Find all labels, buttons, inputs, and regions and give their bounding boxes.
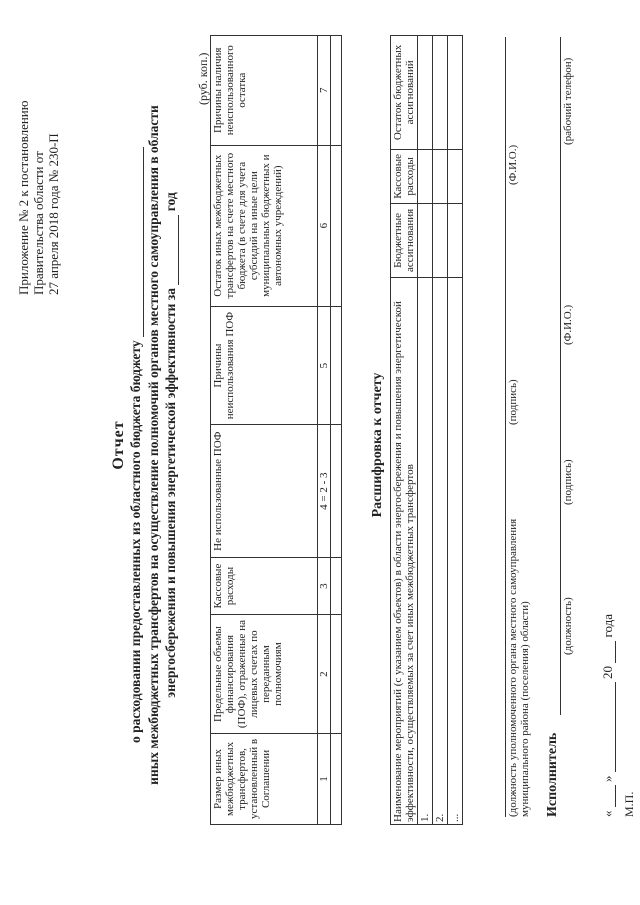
empty-cell xyxy=(418,36,433,150)
appendix-note xyxy=(16,25,61,295)
empty-cell xyxy=(331,733,342,824)
executor-phone-caption: (рабочий телефон) xyxy=(562,57,574,145)
head-position-caption: (должность уполномоченного органа местного самоуправления муниципального района (поселения) области) xyxy=(507,518,531,817)
header-cell-5: Причины неиспользования ПОФ xyxy=(211,306,318,425)
breakdown-header-1: Наименование мероприятий (с указанием объектов) в области энергосбережения и повышения энергетической эффективности, осуществляемых за счет иных межбюджетных трансфертов xyxy=(391,277,418,824)
table-empty-row xyxy=(331,36,342,825)
report-subtitle-line-2: иных межбюджетных трансфертов на осуществление полномочий органов местного самоуправления в области xyxy=(146,105,161,785)
executor-signature-line xyxy=(560,37,561,715)
empty-cell xyxy=(448,36,463,150)
date-year-word: года xyxy=(600,613,615,638)
header-cell-2: Предельные объемы финансирования (ПОФ), отраженные на лицевых счетах по переданным полномочиям xyxy=(211,615,318,734)
appendix-line-3: 27 апреля 2018 года № 230-П xyxy=(46,133,61,295)
empty-cell xyxy=(418,203,433,277)
header-cell-1: Размер иных межбюджетных трансфертов, установленный в Соглашении xyxy=(211,733,318,824)
empty-cell xyxy=(433,203,448,277)
stamp-label: М.П. xyxy=(622,791,636,817)
date-open-quote: « xyxy=(600,810,615,817)
year-digits-blank xyxy=(615,641,616,663)
head-sign-caption: (подпись) xyxy=(507,379,519,425)
empty-cell xyxy=(331,36,342,146)
empty-cell xyxy=(448,149,463,203)
breakdown-header-3: Кассовые расходы xyxy=(391,149,418,203)
report-subtitle-line-3 xyxy=(163,45,179,845)
column-number-5: 5 xyxy=(318,306,331,425)
header-cell-6: Остаток иных межбюджетных трансфертов на счете местного бюджета (в счете для учета субсидий на иные цели муниципальных бюджетных и автономных учреждений) xyxy=(211,145,318,306)
breakdown-row-label-1: 1. xyxy=(418,277,433,824)
month-blank xyxy=(615,682,616,772)
breakdown-row-label-3: ... xyxy=(448,277,463,824)
appendix-line-2: Правительства области от xyxy=(31,151,46,295)
executor-name-caption: (Ф.И.О.) xyxy=(562,304,574,345)
year-blank xyxy=(178,215,179,285)
empty-cell xyxy=(331,557,342,614)
empty-cell xyxy=(433,149,448,203)
empty-cell xyxy=(331,145,342,306)
column-number-1: 1 xyxy=(318,733,331,824)
table-numbers-row xyxy=(318,36,331,825)
date-close-quote: » xyxy=(600,775,615,782)
breakdown-title: Расшифровка к отчету xyxy=(370,372,385,518)
head-signature-line xyxy=(505,37,506,817)
table-header-row xyxy=(211,36,318,825)
report-subtitle-line-1 xyxy=(128,45,144,845)
breakdown-row-label-2: 2. xyxy=(433,277,448,824)
empty-cell xyxy=(331,615,342,734)
date-century: 20 xyxy=(600,666,615,679)
executor-label: Исполнитель xyxy=(545,732,560,817)
breakdown-row xyxy=(448,36,463,825)
executor-sign-caption: (подпись) xyxy=(562,459,574,505)
empty-cell xyxy=(331,306,342,425)
column-number-7: 7 xyxy=(318,36,331,146)
executor-position-caption: (должность) xyxy=(562,597,574,655)
day-blank xyxy=(615,785,616,807)
empty-cell xyxy=(331,425,342,557)
header-cell-7: Причины наличия неиспользованного остатка xyxy=(211,36,318,146)
appendix-line-1: Приложение № 2 к постановлению xyxy=(16,100,31,295)
currency-unit: (руб. коп.) xyxy=(196,52,210,105)
report-title: Отчет xyxy=(110,420,127,470)
date-line xyxy=(600,614,616,817)
breakdown-header-2: Бюджетные ассигнования xyxy=(391,203,418,277)
breakdown-row xyxy=(418,36,433,825)
subtitle-text-3: энергосбережения и повышения энергетической эффективности за xyxy=(163,288,178,698)
header-cell-4: Не использованные ПОФ xyxy=(211,425,318,557)
subtitle-text-1: о расходовании предоставленных из областного бюджета бюджету xyxy=(128,340,143,743)
empty-cell xyxy=(433,36,448,150)
breakdown-row xyxy=(433,36,448,825)
subtitle-year-word: год xyxy=(163,192,178,212)
empty-cell xyxy=(448,203,463,277)
column-number-2: 2 xyxy=(318,615,331,734)
empty-cell xyxy=(418,149,433,203)
head-name-caption: (Ф.И.О.) xyxy=(507,144,519,185)
header-cell-3: Кассовые расходы xyxy=(211,557,318,614)
breakdown-header-4: Остаток бюджетных ассигнований xyxy=(391,36,418,150)
budget-name-blank xyxy=(143,147,144,337)
column-number-3: 3 xyxy=(318,557,331,614)
breakdown-header-row xyxy=(391,36,418,825)
breakdown-table xyxy=(390,35,463,825)
column-number-6: 6 xyxy=(318,145,331,306)
report-table xyxy=(210,35,342,825)
column-number-4: 4 = 2 - 3 xyxy=(318,425,331,557)
